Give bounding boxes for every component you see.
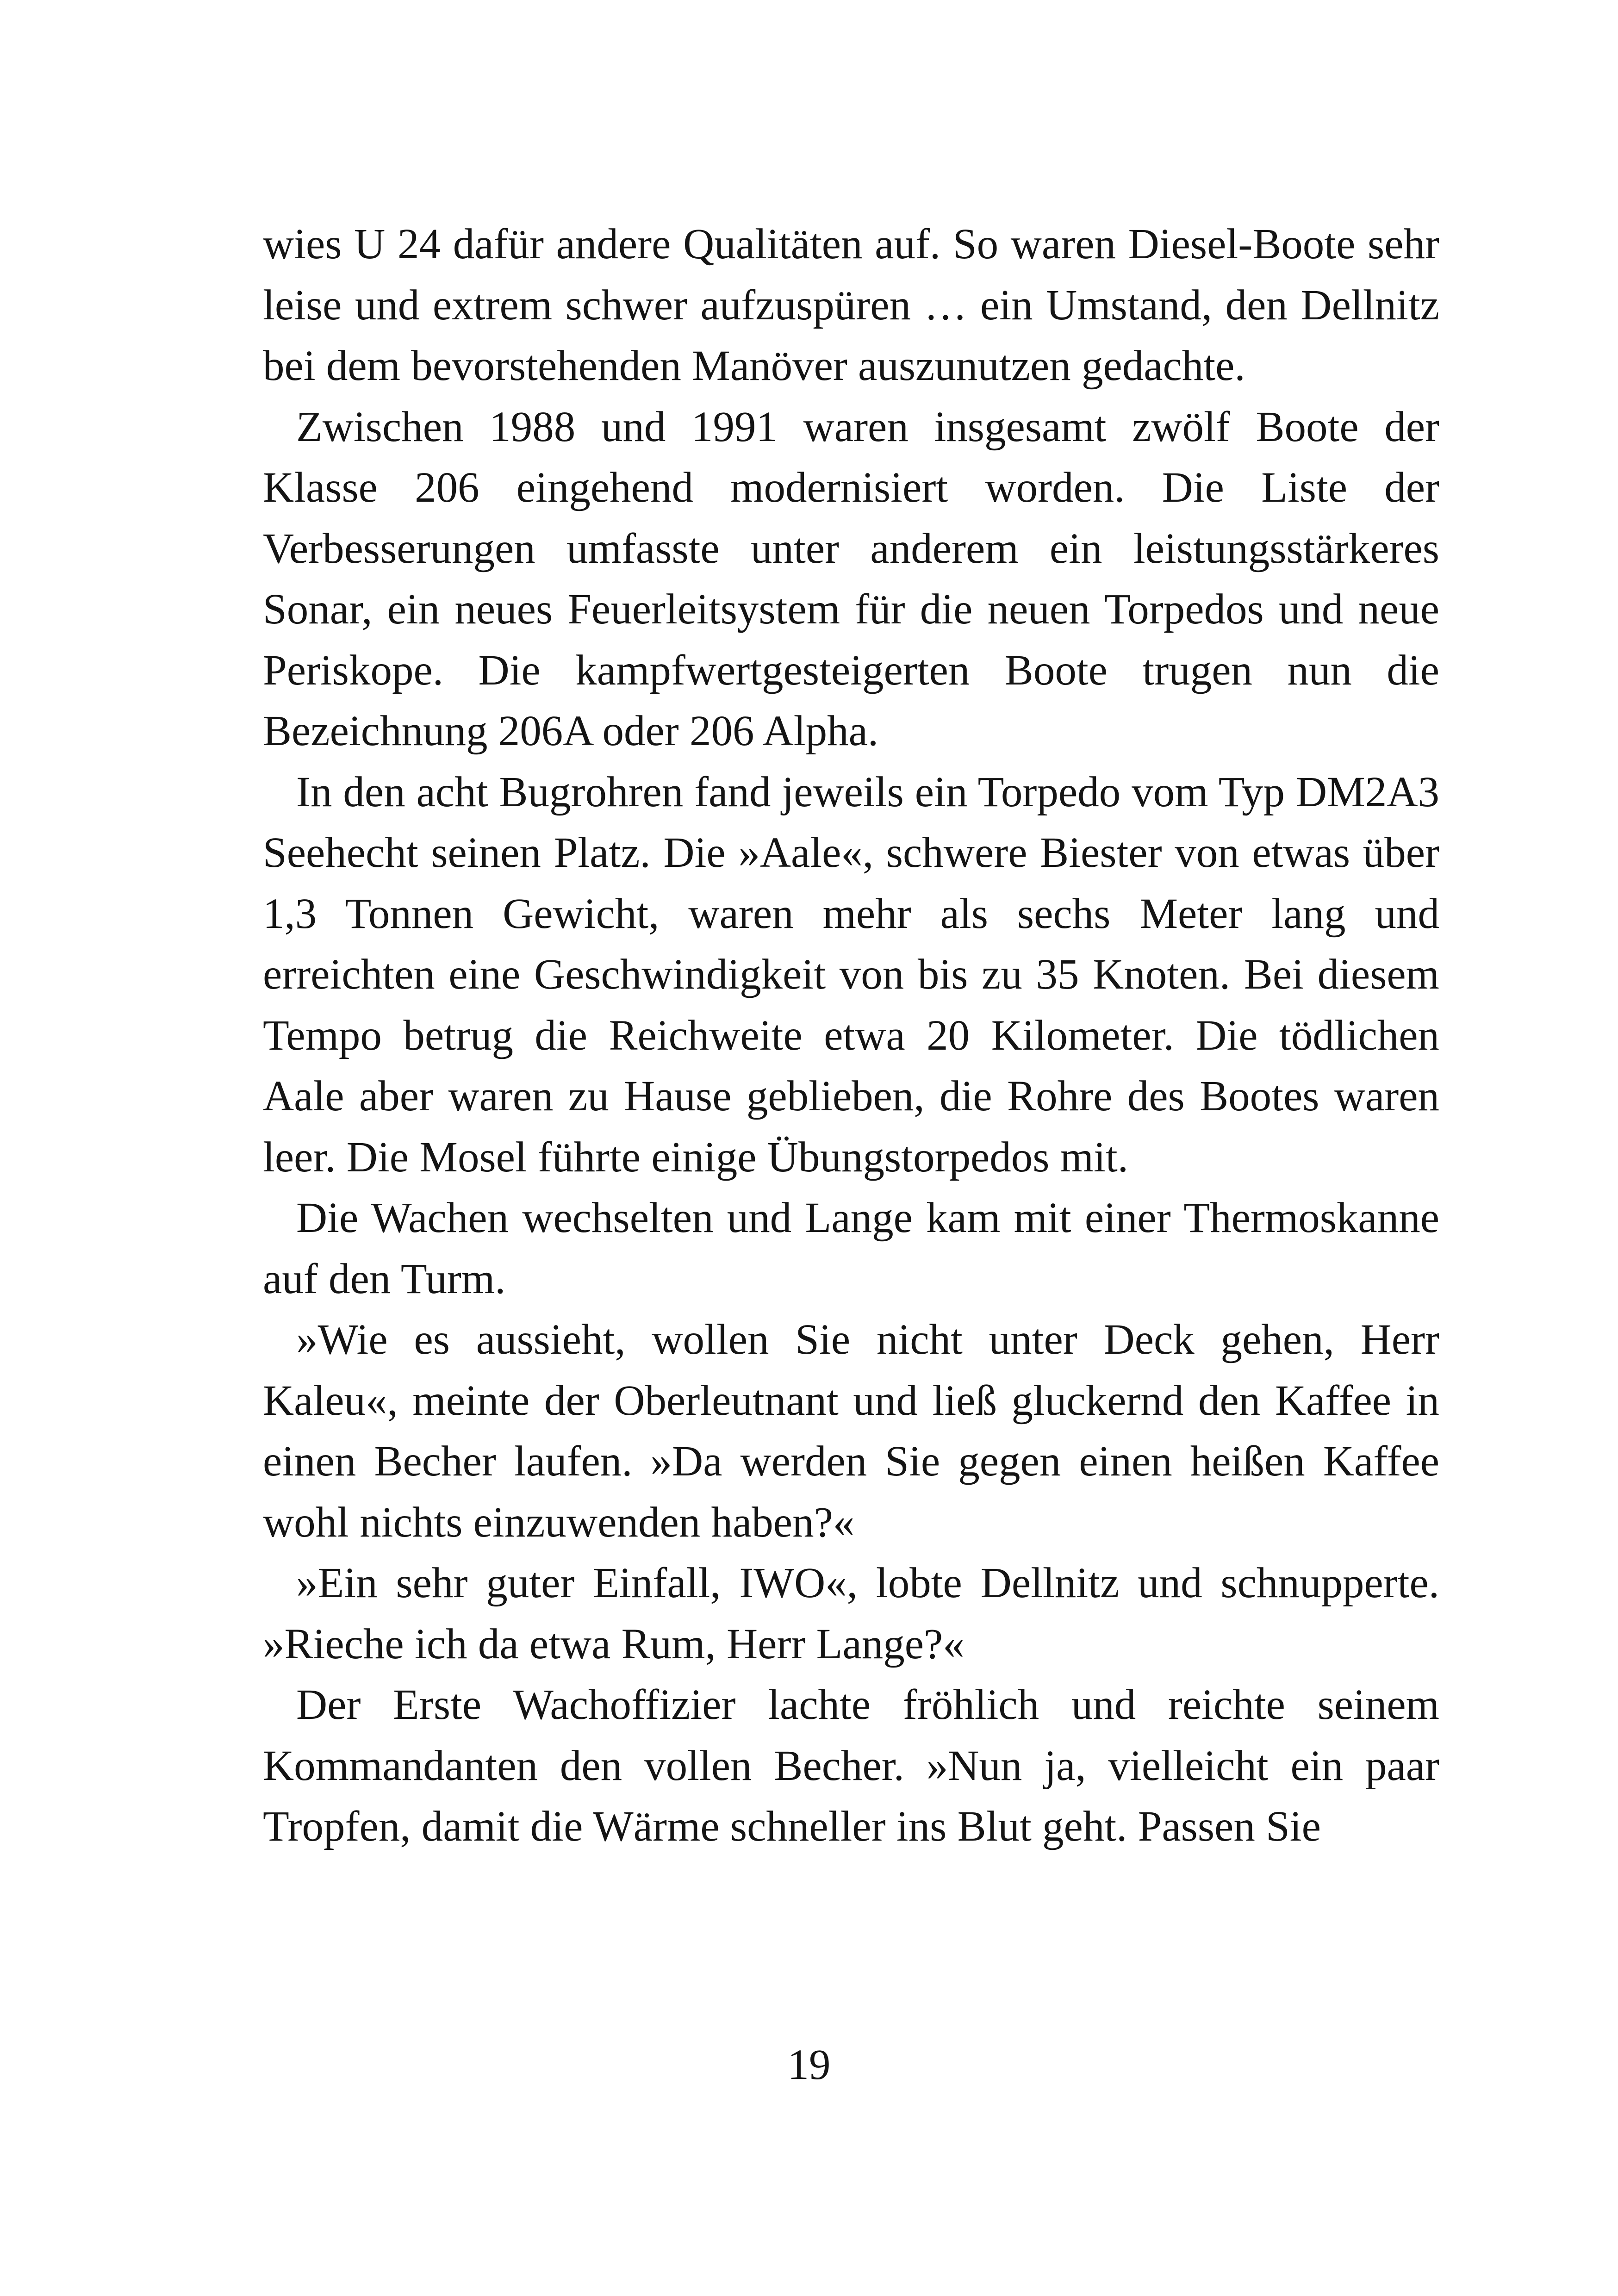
paragraph: In den acht Bugrohren fand jeweils ein Torpedo vom Typ DM2A3 Seehecht seinen Platz. Die »Aale«, schwere Biester von etwas über 1,3 Tonnen Gewicht, waren mehr als sechs Meter lang und erreichten eine Geschwindigkeit von bis zu 35 Knoten. Bei diesem Tempo betrug die Reichweite etwa 20 Kilometer. Die tödlichen Aale aber waren zu Hause geblieben, die Rohre des Bootes waren leer. Die Mosel führte einige Übungstorpedos mit.	[263, 768, 1439, 1181]
paragraph: »Wie es aussieht, wollen Sie nicht unter Deck gehen, Herr Kaleu«, meinte der Oberleutnant und ließ gluckernd den Kaffee in einen Becher laufen. »Da werden Sie gegen einen heißen Kaffee wohl nichts einzuwenden haben?«	[263, 1316, 1439, 1546]
body-text	[263, 214, 1439, 1857]
paragraph: »Ein sehr guter Einfall, IWO«, lobte Dellnitz und schnupperte. »Rieche ich da etwa Rum, Herr Lange?«	[263, 1559, 1439, 1668]
paragraph: Der Erste Wachoffizier lachte fröhlich und reichte seinem Kommandanten den vollen Becher. »Nun ja, vielleicht ein paar Tropfen, damit die Wärme schneller ins Blut geht. Passen Sie	[263, 1681, 1439, 1850]
paragraph: Zwischen 1988 und 1991 waren insgesamt zwölf Boote der Klasse 206 eingehend modernisiert worden. Die Liste der Verbesserungen umfasste unter anderem ein leistungsstärkeres Sonar, ein neues Feuerleitsystem für die neuen Torpedos und neue Periskope. Die kampfwertgesteigerten Boote trugen nun die Bezeichnung 206A oder 206 Alpha.	[263, 403, 1439, 755]
paragraph: Die Wachen wechselten und Lange kam mit einer Thermoskanne auf den Turm.	[263, 1194, 1439, 1303]
page-number: 19	[787, 2041, 831, 2089]
paragraph: wies U 24 dafür andere Qualitäten auf. So waren Diesel-Boote sehr leise und extrem schwer aufzuspüren … ein Umstand, den Dellnitz bei dem bevorstehenden Manöver auszunutzen gedachte.	[263, 220, 1439, 390]
